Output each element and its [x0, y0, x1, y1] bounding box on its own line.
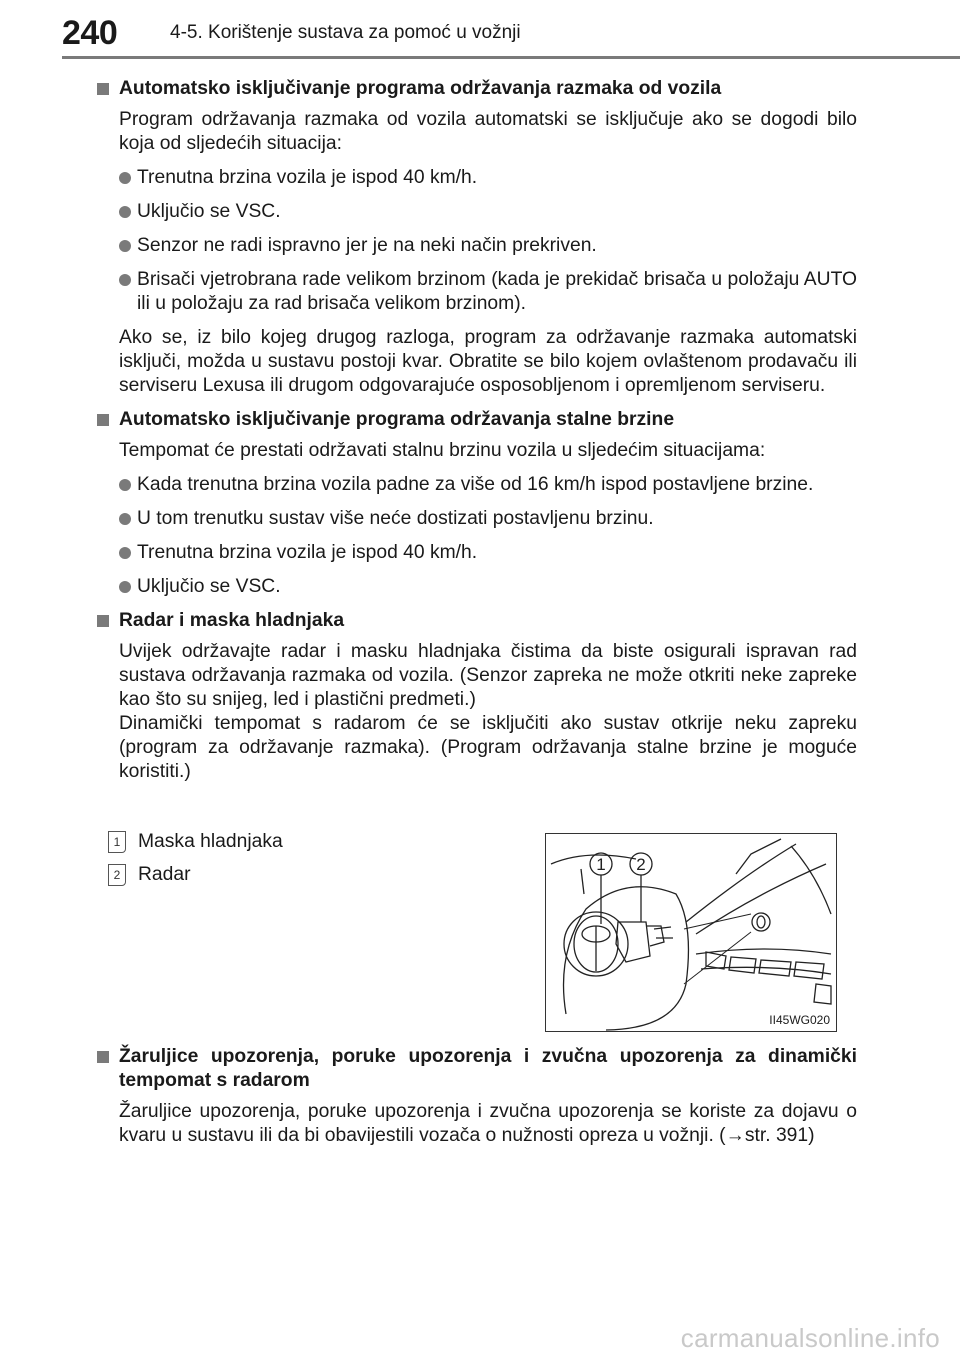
- legend-label: Maska hladnjaka: [138, 831, 283, 852]
- page-number: 240: [62, 14, 118, 52]
- round-bullet-icon: [119, 479, 131, 491]
- radar-grille-illustration: [545, 833, 837, 1032]
- list-item: Uključio se VSC.: [119, 575, 857, 599]
- round-bullet-icon: [119, 206, 131, 218]
- section-heading: Radar i maska hladnjaka: [95, 609, 857, 633]
- section-radar-grille: [95, 609, 857, 784]
- list-item: Brisači vjetrobrana rade velikom brzinom (kada je prekidač brisača u položaju AUTO ili u položaju za rad brisača velikom brzinom).: [119, 268, 857, 316]
- list-item: Trenutna brzina vozila je ispod 40 km/h.: [119, 166, 857, 190]
- section-intro: Program održavanja razmaka od vozila automatski se isključuje ako se dogodi bilo koja od sljedećih situacija:: [119, 109, 857, 154]
- section-heading: Automatsko isključivanje programa održavanja stalne brzine: [95, 408, 857, 432]
- section-heading: Žaruljice upozorenja, poruke upozorenja i zvučna upozorenja za dinamički tempomat s radarom: [95, 1045, 857, 1093]
- section-heading: Automatsko isključivanje programa održavanja razmaka od vozila: [95, 77, 857, 101]
- callout-number: 2: [108, 864, 126, 886]
- square-bullet-icon: [97, 414, 109, 426]
- chapter-title: 4-5. Korištenje sustava za pomoć u vožnji: [170, 22, 521, 43]
- section-auto-cancel-distance: [95, 77, 857, 398]
- header-divider: [62, 56, 960, 59]
- list-item: Trenutna brzina vozila je ispod 40 km/h.: [119, 541, 857, 565]
- list-item: Uključio se VSC.: [119, 200, 857, 224]
- square-bullet-icon: [97, 1051, 109, 1063]
- square-bullet-icon: [97, 615, 109, 627]
- figure-code: II45WG020: [769, 1013, 830, 1027]
- round-bullet-icon: [119, 547, 131, 559]
- list-item: Senzor ne radi ispravno jer je na neki način prekriven.: [119, 234, 857, 258]
- section-auto-cancel-constant-speed: [95, 408, 857, 599]
- legend-item: [108, 863, 283, 887]
- section-paragraph: Dinamički tempomat s radarom će se isključiti ako sustav otkrije neku zapreku (program za održavanje razmaka). (Program održavanja stalne brzine je moguće koristiti.): [119, 713, 857, 782]
- round-bullet-icon: [119, 581, 131, 593]
- page-header: [0, 0, 960, 60]
- section-warning-lights: [95, 1045, 857, 1148]
- callout-1-label: 1: [596, 855, 606, 874]
- list-item: U tom trenutku sustav više neće dostizati postavljenu brzinu.: [119, 507, 857, 531]
- car-front-illustration: [546, 834, 836, 1031]
- section-paragraph: Žaruljice upozorenja, poruke upozorenja i zvučna upozorenja se koriste za dojavu o kvaru u sustavu ili da bi obavijestili vozača o nužnosti opreza u vožnji. (→str. 391): [119, 1101, 857, 1146]
- section-intro: Tempomat će prestati održavati stalnu brzinu vozila u sljedećim situacijama:: [119, 440, 766, 461]
- section-outro: Ako se, iz bilo kojeg drugog razloga, program za održavanje razmaka automatski isključi, možda u sustavu postoji kvar. Obratite se bilo kojem ovlaštenom prodavaču ili serviseru Lexusa ili drugom odgovarajuće osposobljenom i opremljenom serviseru.: [119, 327, 857, 396]
- callout-2-label: 2: [636, 855, 646, 874]
- callout-number: 1: [108, 831, 126, 853]
- section-paragraph: Uvijek održavajte radar i masku hladnjaka čistima da biste osigurali ispravan rad sustava održavanja razmaka od vozila. (Senzor zapreka ne može otkriti neke zapreke kao što su snijeg, led i plastični predmeti.): [119, 641, 857, 710]
- list-item: Kada trenutna brzina vozila padne za više od 16 km/h ispod postavljene brzine.: [119, 473, 857, 497]
- round-bullet-icon: [119, 274, 131, 286]
- round-bullet-icon: [119, 513, 131, 525]
- square-bullet-icon: [97, 83, 109, 95]
- legend-label: Radar: [138, 864, 191, 885]
- watermark-text: carmanualsonline.info: [680, 1323, 940, 1353]
- figure-legend: [108, 830, 283, 896]
- legend-item: [108, 830, 283, 854]
- main-content: [95, 77, 857, 784]
- round-bullet-icon: [119, 172, 131, 184]
- round-bullet-icon: [119, 240, 131, 252]
